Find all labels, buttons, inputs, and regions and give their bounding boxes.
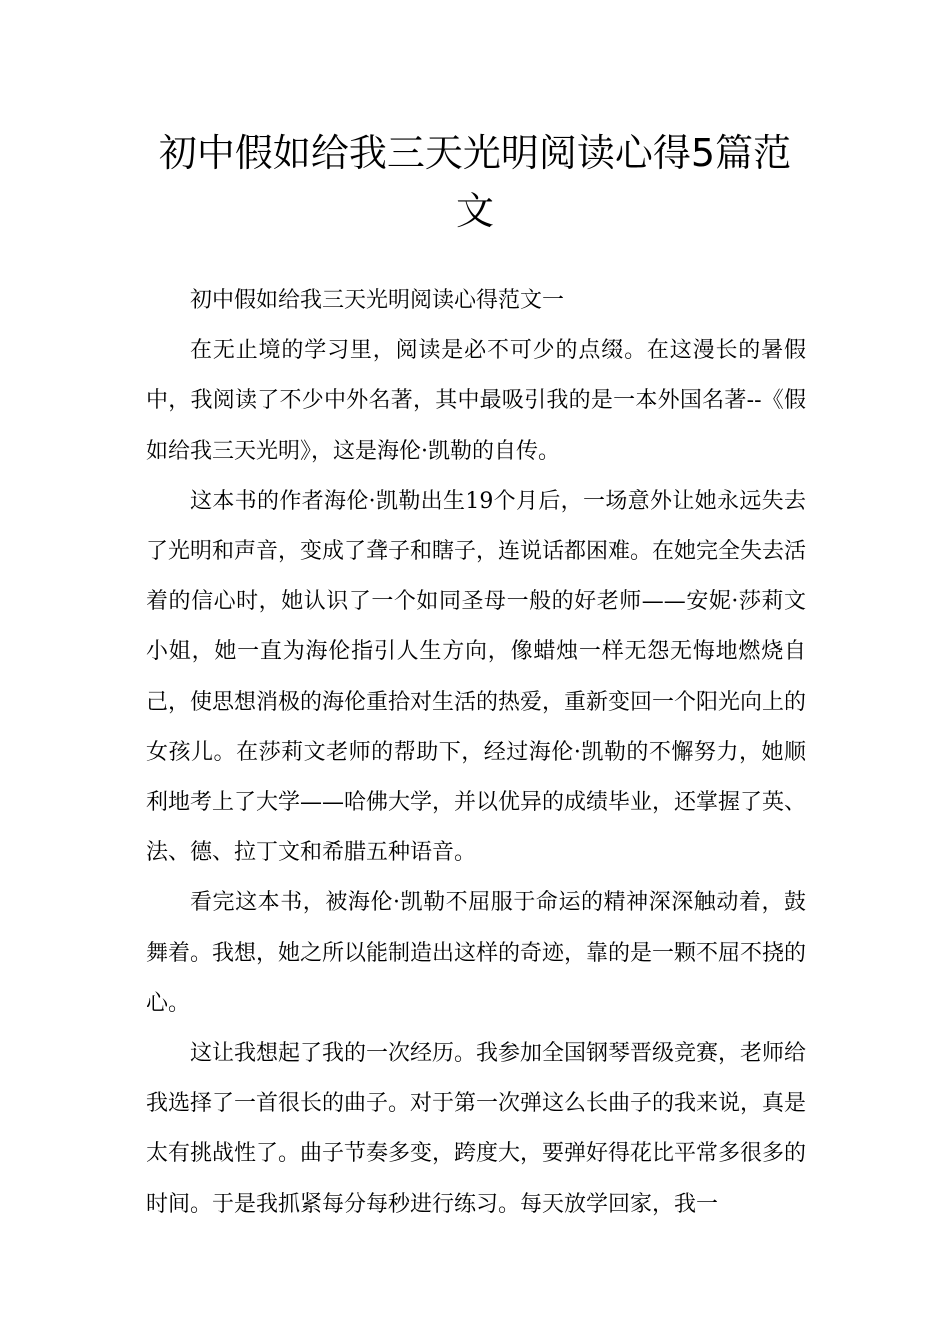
document-title: 初中假如给我三天光明阅读心得5篇范文 — [158, 131, 792, 233]
paragraph: 在无止境的学习里，阅读是必不可少的点缀。在这漫长的暑假中，我阅读了不少中外名著，其中最吸引我的是一本外国名著--《假如给我三天光明》，这是海伦·凯勒的自传。 — [146, 338, 806, 464]
paragraph: 看完这本书，被海伦·凯勒不屈服于命运的精神深深触动着，鼓舞着。我想，她之所以能制造出这样的奇迹，靠的是一颗不屈不挠的心。 — [146, 890, 807, 1016]
section-heading: 初中假如给我三天光明阅读心得范文一 — [190, 288, 565, 313]
paragraph: 这本书的作者海伦·凯勒出生19个月后，一场意外让她永远失去了光明和声音，变成了聋子和瞎子，连说话都困难。在她完全失去活着的信心时，她认识了一个如同圣母一般的好老师——安妮·莎莉文小姐，她一直为海伦指引人生方向，像蜡烛一样无怨无悔地燃烧自己，使思想消极的海伦重拾对生活的热爱，重新变回一个阳光向上的女孩儿。在莎莉文老师的帮助下，经过海伦·凯勒的不懈努力，她顺利地考上了大学——哈佛大学，并以优异的成绩毕业，还掌握了英、法、德、拉丁文和希腊五种语音。 — [146, 488, 807, 866]
paragraph: 这让我想起了我的一次经历。我参加全国钢琴晋级竞赛，老师给我选择了一首很长的曲子。对于第一次弹这么长曲子的我来说，真是太有挑战性了。曲子节奏多变，跨度大，要弹好得花比平常多很多的时间。于是我抓紧每分每秒进行练习。每天放学回家，我一 — [146, 1041, 807, 1217]
document-body — [146, 276, 806, 1230]
